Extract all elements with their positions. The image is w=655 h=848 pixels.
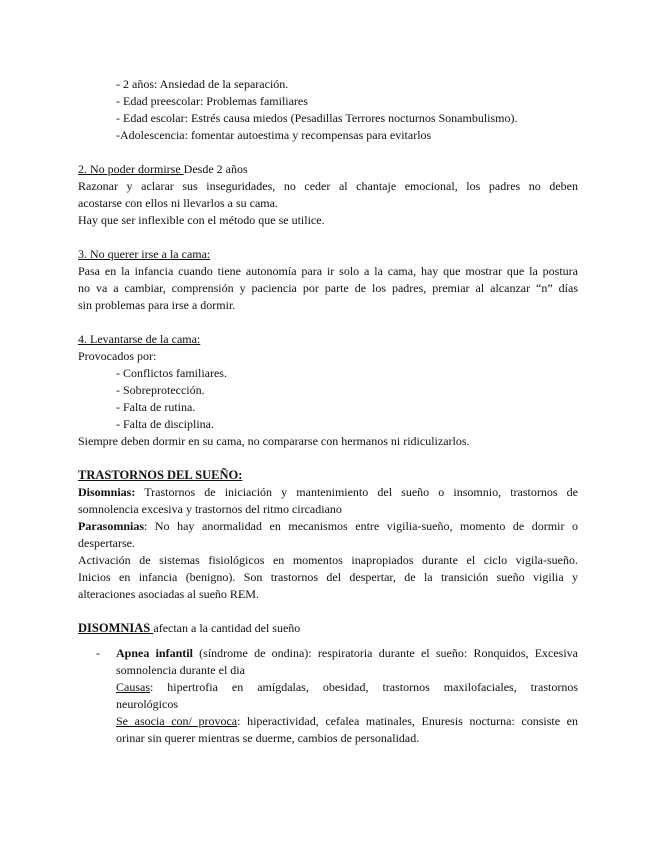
- disomnias-heading: DISOMNIAS afectan a la cantidad del sueño: [78, 621, 301, 635]
- paragraph-line: Se asocia con/ provoca: hiperactividad, cefalea matinales, Enuresis nocturna: consiste en: [116, 714, 578, 728]
- paragraph-line: no va a cambiar, comprensión y paciencia por parte de los padres, premiar al alcanzar “n” días: [78, 281, 578, 295]
- paragraph-line: Razonar y aclarar sus inseguridades, no ceder al chantaje emocional, los padres no deben: [78, 179, 578, 193]
- edad-item: -Adolescencia: fomentar autoestima y recompensas para evitarlos: [116, 128, 432, 142]
- paragraph-line: Hay que ser inflexible con el método que se utilice.: [78, 213, 325, 227]
- paragraph-line: Siempre deben dormir en su cama, no compararse con hermanos ni ridiculizarlos.: [78, 434, 470, 448]
- paragraph-line: Inicios en infancia (benigno). Son trastornos del despertar, de la transición sueño vigilia y: [78, 570, 578, 584]
- paragraph-line: Pasa en la infancia cuando tiene autonomía para ir solo a la cama, hay que mostrar que la postura: [78, 264, 578, 278]
- paragraph-line: somnolencia excesiva y trastornos del ritmo circadiano: [78, 502, 342, 516]
- paragraph-line: neurológicos: [116, 697, 178, 711]
- paragraph-line: somnolencia durante el dia: [116, 663, 245, 677]
- paragraph-line: despertarse.: [78, 536, 135, 550]
- bullet-dash: -: [96, 646, 100, 660]
- list-item: - Falta de rutina.: [116, 400, 196, 414]
- list-item: - Sobreprotección.: [116, 383, 205, 397]
- paragraph-line: Disomnias: Trastornos de iniciación y mantenimiento del sueño o insomnio, trastornos de: [78, 485, 578, 499]
- section-4-title: 4. Levantarse de la cama:: [78, 332, 201, 346]
- paragraph-line: sin problemas para irse a dormir.: [78, 298, 236, 312]
- paragraph-line: Apnea infantil (síndrome de ondina): respiratoria durante el sueño: Ronquidos, Excesiva: [116, 646, 579, 660]
- paragraph-line: Activación de sistemas fisiológicos en momentos inapropiados durante el ciclo vigila-sueño.: [78, 553, 578, 567]
- paragraph-line: Provocados por:: [78, 349, 157, 363]
- paragraph-line: acostarse con ellos ni llevarlos a su cama.: [78, 196, 278, 210]
- paragraph-line: Causas: hipertrofia en amígdalas, obesidad, trastornos maxilofaciales, trastornos: [116, 680, 578, 694]
- section-2-title: 2. No poder dormirse Desde 2 años: [78, 162, 248, 176]
- list-item: - Conflictos familiares.: [116, 366, 227, 380]
- edad-item: - Edad preescolar: Problemas familiares: [116, 94, 308, 108]
- section-3-title: 3. No querer irse a la cama:: [78, 247, 211, 261]
- paragraph-line: alteraciones asociadas al sueño REM.: [78, 587, 259, 601]
- edad-item: - Edad escolar: Estrés causa miedos (Pesadillas Terrores nocturnos Sonambulismo).: [116, 111, 518, 125]
- trastornos-heading: TRASTORNOS DEL SUEÑO:: [78, 468, 243, 482]
- paragraph-line: orinar sin querer mientras se duerme, cambios de personalidad.: [116, 731, 420, 745]
- edad-item: - 2 años: Ansiedad de la separación.: [116, 77, 289, 91]
- list-item: - Falta de disciplina.: [116, 417, 214, 431]
- paragraph-line: Parasomnias: No hay anormalidad en mecanismos entre vigilia-sueño, momento de dormir o: [78, 519, 578, 533]
